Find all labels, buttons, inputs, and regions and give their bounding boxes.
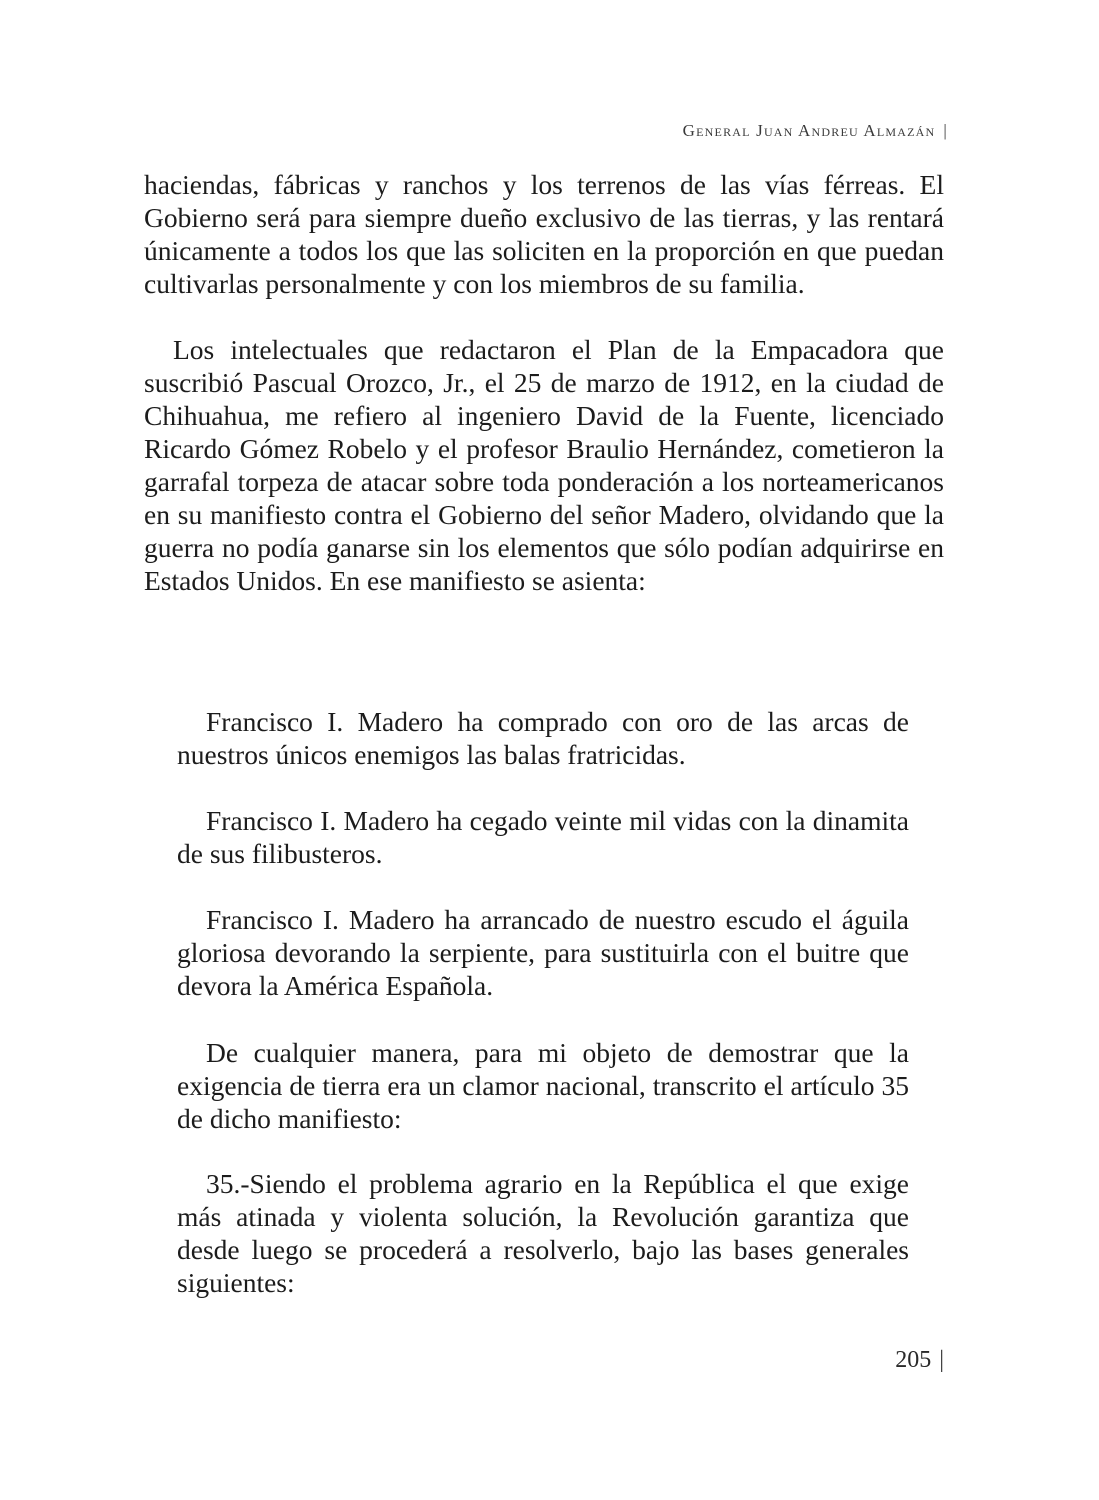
quote-block-5 (177, 1167, 909, 1299)
quote-block-2 (177, 804, 909, 870)
running-header (683, 121, 948, 141)
quote-text-3: Francisco I. Madero ha arrancado de nuestro escudo el águila gloriosa devorando la serpiente, para sustituirla con el buitre que devora la América Española. (177, 904, 909, 1001)
quote-text-2: Francisco I. Madero ha cegado veinte mil vidas con la dinamita de sus filibusteros. (177, 805, 909, 869)
running-header-title: General Juan Andreu Almazán (682, 121, 936, 140)
quote-block-4 (177, 1036, 909, 1135)
quote-text-4: De cualquier manera, para mi objeto de demostrar que la exigencia de tierra era un clamor nacional, transcrito el artículo 35 de dicho manifiesto: (177, 1037, 909, 1134)
main-text (144, 168, 944, 597)
quote-block-3 (177, 903, 909, 1002)
quote-text-1: Francisco I. Madero ha comprado con oro de las arcas de nuestros únicos enemigos las balas fratricidas. (177, 706, 909, 770)
paragraph-plan-empacadora: Los intelectuales que redactaron el Plan de la Empacadora que suscribió Pascual Orozco, Jr., el 25 de marzo de 1912, en la ciudad de Chihuahua, me refiero al ingeniero David de la Fuente, licenciado Ricardo Gómez Robelo y el profesor Braulio Hernández, cometieron la garrafal torpeza de atacar sobre toda ponderación a los norteamericanos en su manifiesto contra el Gobierno del señor Madero, olvidando que la guerra no podía ganarse sin los elementos que sólo podían adquirirse en Estados Unidos. En ese manifiesto se asienta: (144, 334, 944, 596)
paragraph-continuation: haciendas, fábricas y ranchos y los terrenos de las vías férreas. El Gobierno será para siempre dueño exclusivo de las tierras, y las rentará únicamente a todos los que las soliciten en la proporción en que puedan cultivarlas personalmente y con los miembros de su familia. (144, 169, 944, 299)
page-number-separator: | (939, 1347, 944, 1373)
quote-text-5: 35.-Siendo el problema agrario en la República el que exige más atinada y violenta solución, la Revolución garantiza que desde luego se procederá a resolverlo, bajo las bases generales siguientes: (177, 1168, 909, 1298)
page-number-footer (895, 1347, 944, 1374)
page-number: 205 (895, 1347, 932, 1373)
running-header-separator: | (943, 121, 948, 140)
quote-block-1 (177, 705, 909, 771)
